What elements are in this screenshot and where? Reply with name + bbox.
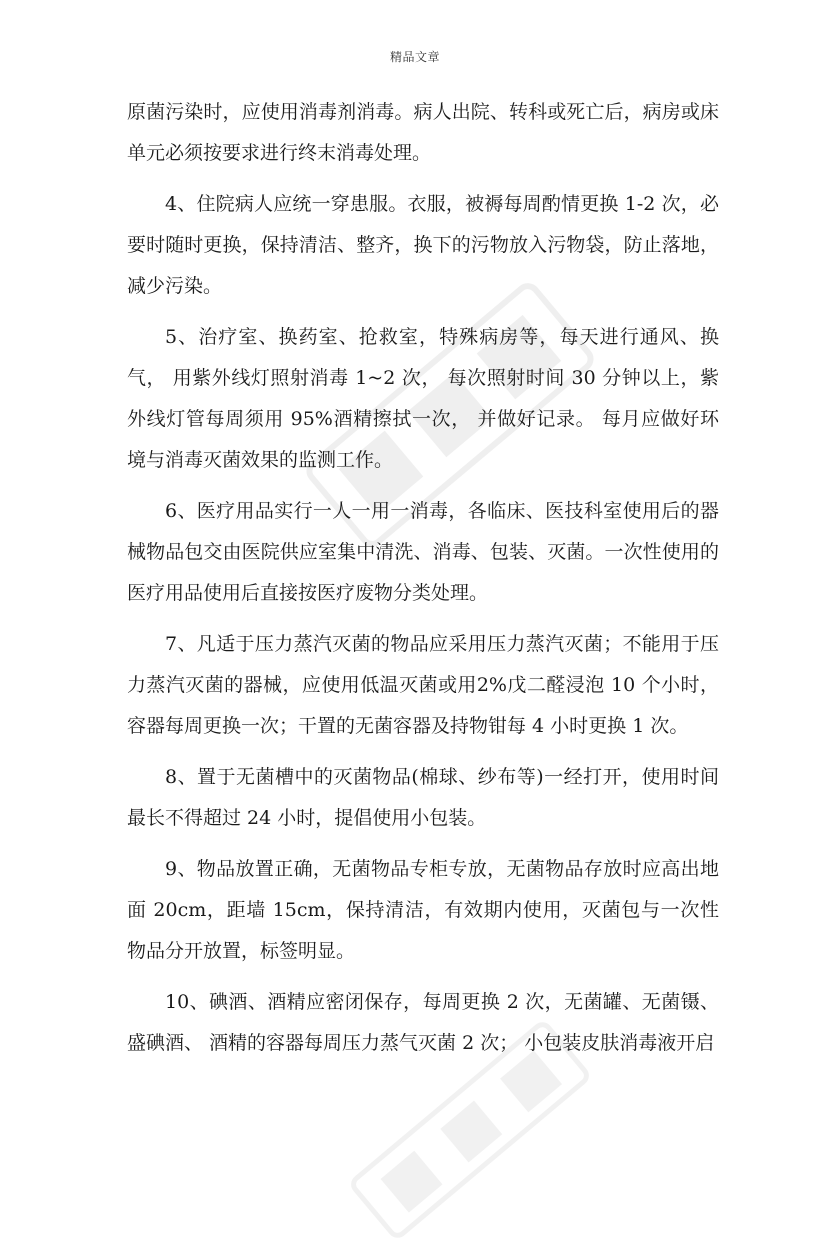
paragraph-item-8: 8、置于无菌槽中的灭菌物品(棉球、纱布等)一经打开，使用时间最长不得超过 24 小时，提倡使用小包装。 — [127, 766, 719, 829]
document-body — [127, 92, 719, 1074]
paragraph-item-6: 6、医疗用品实行一人一用一消毒，各临床、医技科室使用后的器械物品包交由医院供应室集中清洗、消毒、包装、灭菌。一次性使用的医疗用品使用后直接按医疗废物分类处理。 — [127, 500, 719, 604]
paragraph-item-9: 9、物品放置正确，无菌物品专柜专放，无菌物品存放时应高出地面 20cm，距墙 15cm，保持清洁，有效期内使用，灭菌包与一次性物品分开放置，标签明显。 — [127, 858, 719, 962]
paragraph-continuation: 原菌污染时，应使用消毒剂消毒。病人出院、转科或死亡后，病房或床单元必须按要求进行终末消毒处理。 — [127, 101, 719, 164]
paragraph-item-4: 4、住院病人应统一穿患服。衣服，被褥每周酌情更换 1-2 次，必要时随时更换，保持清洁、整齐，换下的污物放入污物袋，防止落地，减少污染。 — [127, 193, 719, 297]
page-header: 精品文章 — [389, 50, 440, 64]
paragraph-item-5: 5、治疗室、换药室、抢救室，特殊病房等，每天进行通风、换气， 用紫外线灯照射消毒 1~2 次， 每次照射时间 30 分钟以上，紫外线灯管每周须用 95%酒精擦拭一次， 并做好记录。 每月应做好环境与消毒灭菌效果的监测工作。 — [127, 326, 719, 471]
paragraph-item-10: 10、碘酒、酒精应密闭保存，每周更换 2 次，无菌罐、无菌镊、盛碘酒、 酒精的容器每周压力蒸气灭菌 2 次； 小包装皮肤消毒液开启 — [127, 991, 719, 1054]
paragraph-item-7: 7、凡适于压力蒸汽灭菌的物品应采用压力蒸汽灭菌；不能用于压力蒸汽灭菌的器械，应使用低温灭菌或用2%戊二醛浸泡 10 个小时，容器每周更换一次；干置的无菌容器及持物钳每 4 小时更换 1 次。 — [127, 633, 719, 737]
